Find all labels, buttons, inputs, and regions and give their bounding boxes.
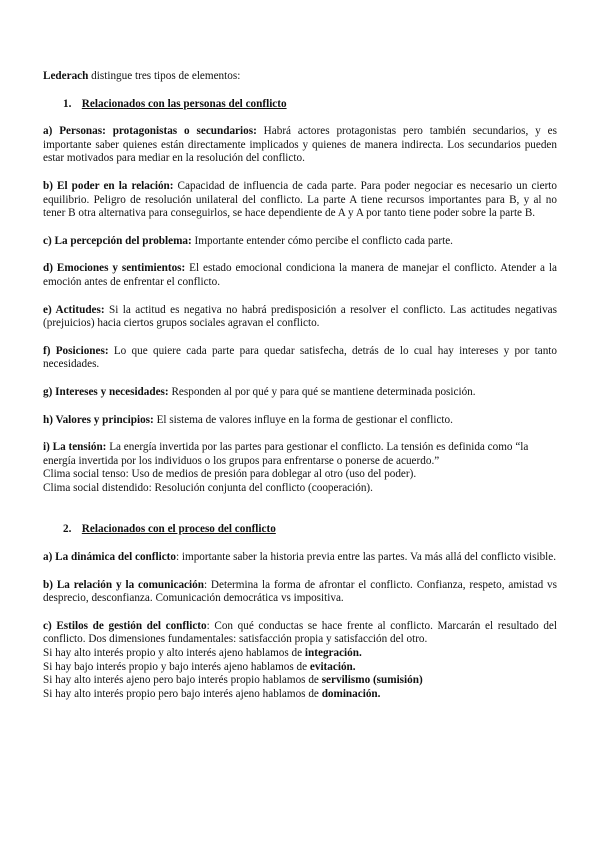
item-term: a) La dinámica del conflicto xyxy=(43,551,176,564)
intro-author: Lederach xyxy=(43,70,89,82)
item-term: e) Actitudes: xyxy=(43,303,105,316)
item-posiciones xyxy=(43,345,557,372)
intro-text: distingue tres tipos de elementos: xyxy=(88,70,241,82)
item-term: c) Estilos de gestión del conflicto xyxy=(43,619,207,632)
item-text: El estado emocional condiciona la manera de manejar el conflicto. Atender a la emoción antes de enfrentar el conflicto. xyxy=(43,262,557,288)
item-valores xyxy=(43,414,557,428)
item-text: Capacidad de influencia de cada parte. Para poder negociar es necesario un cierto equilibrio. Peligro de resolución unilateral del conflicto. La parte A tiene recursos importantes para B, y al no tener B otra alternativa para conseguirlos, se hace dependiente de A y A por tanto tiene poder sobre la parte B. xyxy=(43,179,557,220)
item-term: a) Personas: protagonistas o secundarios: xyxy=(43,125,257,138)
item-text: : Con qué conductas se hace frente al conflicto. Marcarán el resultado del conflicto. Dos dimensiones fundamentales: satisfacción propia y satisfacción del otro. xyxy=(43,619,557,646)
section2-heading xyxy=(63,523,557,537)
style-line-evitacion: Si hay bajo interés propio y bajo interés ajeno hablamos de evitación. xyxy=(43,660,356,673)
item-text: Habrá actores protagonistas pero también secundarios, y es importante saber quienes están directamente implicados y quienes de manera indirecta. Los secundarios pueden estar motivados para mediar en la resolución del conflicto. xyxy=(43,125,557,165)
item-term: f) Posiciones: xyxy=(43,344,109,357)
item-tension xyxy=(43,441,557,468)
item-text: Importante entender cómo percibe el conflicto cada parte. xyxy=(191,234,453,247)
item-term: h) Valores y principios: xyxy=(43,413,154,426)
item-tension-block xyxy=(43,441,557,495)
item-term: d) Emociones y sentimientos: xyxy=(43,262,186,275)
style-line-dominacion: Si hay alto interés propio pero bajo interés ajeno hablamos de dominación. xyxy=(43,687,381,700)
item-text: La energía invertida por las partes para gestionar el conflicto. La tensión es definida como “la energía invertida por los individuos o los grupos para enfrentarse o ponerse de acuerdo.” xyxy=(43,441,529,467)
style-line-integracion: Si hay alto interés propio y alto interés ajeno hablamos de integración. xyxy=(43,647,362,660)
item-text: El sistema de valores influye en la forma de gestionar el conflicto. xyxy=(153,413,453,426)
item-text: Si la actitud es negativa no habrá predisposición a resolver el conflicto. Las actitudes negativas (prejuicios) hacia ciertos grupos sociales agravan el conflicto. xyxy=(43,303,558,330)
section1-heading xyxy=(63,98,557,112)
item-text: Responden al por qué y para qué se mantiene determinada posición. xyxy=(168,385,476,398)
item-relacion xyxy=(43,579,557,606)
item-percepcion xyxy=(43,235,557,249)
item-text: : importante saber la historia previa entre las partes. Va más allá del conflicto visible. xyxy=(176,551,557,564)
item-personas xyxy=(43,125,557,166)
item-term: c) La percepción del problema: xyxy=(43,234,192,247)
item-estilos xyxy=(43,620,557,647)
item-term: b) La relación y la comunicación xyxy=(43,578,204,591)
item-poder xyxy=(43,180,557,221)
intro-paragraph xyxy=(43,70,557,84)
item-term: b) El poder en la relación: xyxy=(43,179,174,192)
tension-line-tenso: Clima social tenso: Uso de medios de presión para doblegar al otro (uso del poder). xyxy=(43,468,417,481)
item-estilos-block xyxy=(43,620,557,702)
item-dinamica xyxy=(43,551,557,565)
style-name: dominación. xyxy=(321,687,381,700)
section2-title: Relacionados con el proceso del conflicto xyxy=(81,523,276,536)
style-line-servilismo: Si hay alto interés ajeno pero bajo interés propio hablamos de servilismo (sumisión) xyxy=(43,674,423,687)
section2-number: 2. xyxy=(63,523,72,536)
section1-title: Relacionados con las personas del conflicto xyxy=(81,97,287,110)
item-text: Lo que quiere cada parte para quedar satisfecha, detrás de lo cual hay intereses y por tanto necesidades. xyxy=(43,344,558,371)
item-actitudes xyxy=(43,304,557,331)
style-name: integración. xyxy=(304,647,362,660)
item-emociones xyxy=(43,262,557,289)
item-term: g) Intereses y necesidades: xyxy=(43,385,169,398)
style-name: servilismo (sumisión) xyxy=(321,674,423,687)
section1-number: 1. xyxy=(63,97,72,110)
item-term: i) La tensión: xyxy=(43,441,107,454)
item-text: : Determina la forma de afrontar el conflicto. Confianza, respeto, amistad vs desprecio, desconfianza. Comunicación democrática vs impositiva. xyxy=(43,578,558,605)
tension-line-distendido: Clima social distendido: Resolución conjunta del conflicto (cooperación). xyxy=(43,481,373,494)
item-intereses xyxy=(43,386,557,400)
document-page xyxy=(43,70,557,701)
style-name: evitación. xyxy=(309,660,356,673)
